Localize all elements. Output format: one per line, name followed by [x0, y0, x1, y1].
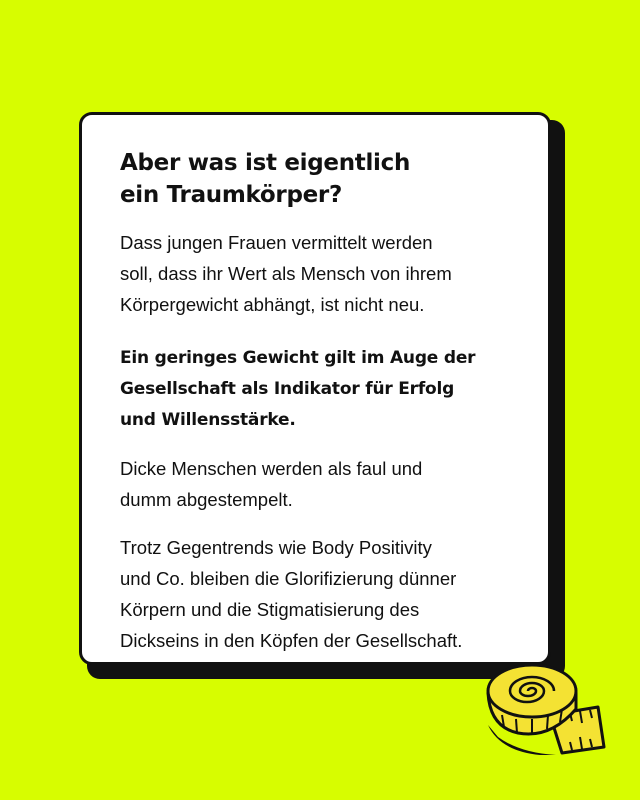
- second-paragraph: Dicke Menschen werden als faul und dumm abgestempelt.: [120, 458, 423, 510]
- bold-statement: Ein geringes Gewicht gilt im Auge der Gesellschaft als Indikator für Erfolg und Willensstärke.: [120, 348, 476, 430]
- third-paragraph: Trotz Gegentrends wie Body Positivity und Co. bleiben die Glorifizierung dünner Körpern und die Stigmatisierung des Dickseins in den Köpfen der Gesellschaft.: [120, 537, 463, 651]
- card-title: Aber was ist eigentlich ein Traumkörper?: [120, 150, 411, 208]
- measuring-tape-icon: [480, 655, 610, 765]
- text-card: [79, 112, 551, 665]
- intro-paragraph: Dass jungen Frauen vermittelt werden soll, dass ihr Wert als Mensch von ihrem Körpergewicht abhängt, ist nicht neu.: [120, 232, 452, 315]
